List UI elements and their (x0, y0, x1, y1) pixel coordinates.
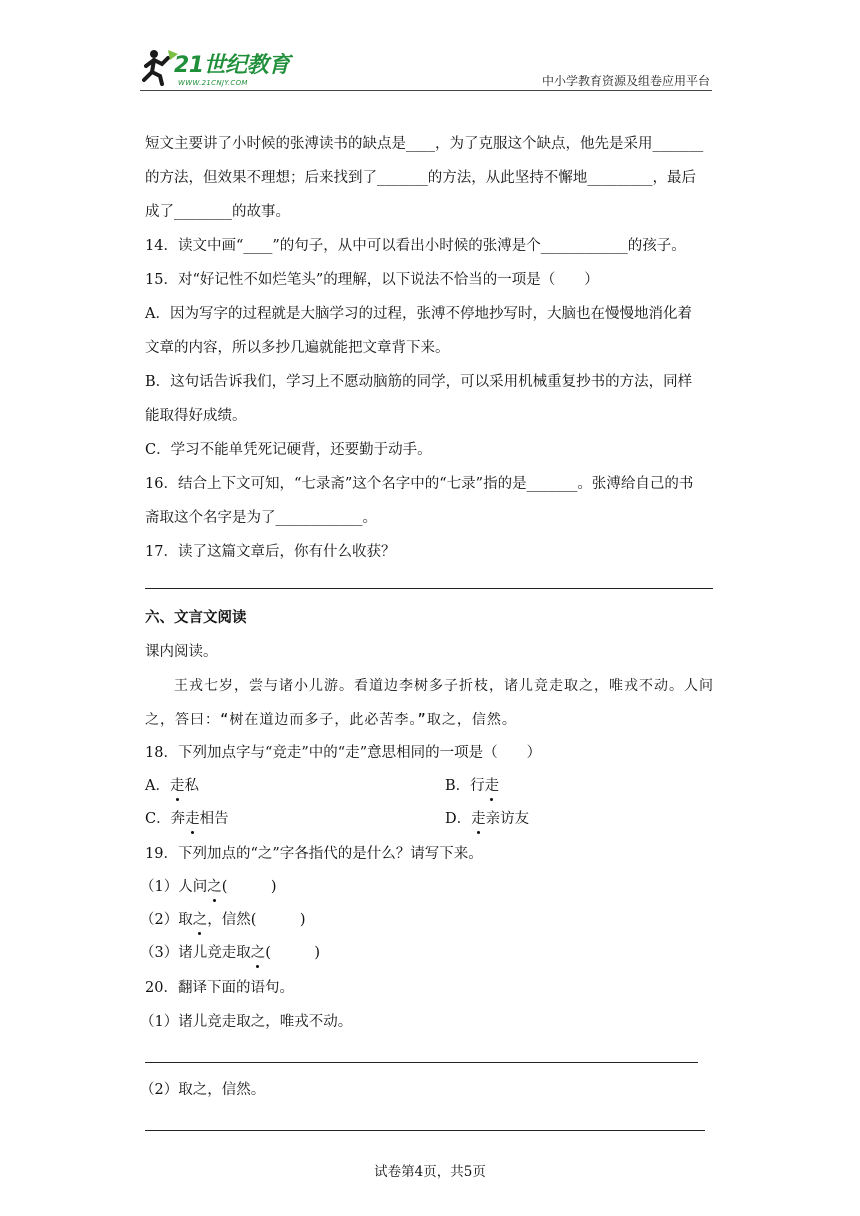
question-15: 15．对“好记性不如烂笔头”的理解，以下说法不恰当的一项是（ ） (145, 272, 599, 288)
option-15a-cont: 文章的内容，所以多抄几遍就能把文章背下来。 (145, 340, 450, 356)
logo-text: 21世纪教育 (174, 53, 290, 78)
dotted-char: 之 (250, 945, 266, 961)
item-prefix: （1）人问 (140, 879, 208, 895)
page-footer: 试卷第4页，共5页 (374, 1164, 486, 1180)
question-16: 16．结合上下文可知，“七录斋”这个名字中的“七录”指的是_______。张溥给自己的书 (145, 476, 694, 492)
question-14: 14．读文中画“____”的句子，从中可以看出小时候的张溥是个____________的孩子。 (145, 238, 686, 254)
option-18c (145, 809, 229, 829)
option-15b-cont: 能取得好成绩。 (145, 408, 247, 424)
logo-url: WWW.21CNJY.COM (178, 79, 248, 87)
answer-blank[interactable]: ，信然( ) (207, 912, 306, 928)
question-16-cont: 斋取这个名字是为了____________。 (145, 510, 377, 526)
dotted-char: 走 (484, 778, 500, 794)
option-18d (445, 809, 529, 829)
option-rest: 相告 (199, 811, 229, 827)
answer-blank[interactable]: ( ) (221, 879, 277, 895)
option-15c: C．学习不能单凭死记硬背，还要勤于动手。 (145, 442, 432, 458)
dotted-char: 之 (207, 879, 222, 895)
dotted-char: 走 (169, 778, 185, 794)
question-17: 17．读了这篇文章后，你有什么收获？ (145, 544, 396, 560)
section-title-6: 六、文言文阅读 (145, 609, 247, 626)
answer-line-17[interactable] (145, 588, 713, 589)
answer-blank[interactable]: ( ) (265, 945, 321, 961)
option-prefix: A． (145, 778, 170, 794)
dotted-char: 之 (192, 912, 208, 928)
option-15b: B．这句话告诉我们，学习上不愿动脑筋的同学，可以采用机械重复抄书的方法，同样 (145, 374, 693, 390)
question-18: 18．下列加点字与“竞走”中的“走”意思相同的一项是（ ） (145, 745, 542, 761)
platform-name: 中小学教育资源及组卷应用平台 (541, 74, 710, 88)
item-prefix: （2）取 (140, 912, 193, 928)
intro-text: 课内阅读。 (145, 644, 218, 660)
option-rest: 私 (184, 778, 199, 794)
question-19-3 (140, 943, 320, 963)
option-15a: A．因为写字的过程就是大脑学习的过程，张溥不停地抄写时，大脑也在慢慢地消化着 (145, 306, 692, 322)
text-line: 成了________的故事。 (145, 204, 290, 220)
question-20-2: （2）取之，信然。 (140, 1082, 266, 1098)
answer-line-20-1[interactable] (145, 1062, 698, 1063)
answer-line-20-2[interactable] (145, 1130, 705, 1131)
logo (140, 46, 310, 88)
text-line: 的方法，但效果不理想；后来找到了_______的方法，从此坚持不懈地_________，最后 (145, 170, 696, 186)
dotted-char: 走 (185, 811, 200, 827)
question-19: 19．下列加点的“之”字各指代的是什么？请写下来。 (145, 846, 483, 862)
option-prefix: C．奔 (145, 811, 186, 827)
page-header (140, 44, 712, 91)
option-prefix: D． (445, 811, 472, 827)
text-line: 短文主要讲了小时候的张溥读书的缺点是____，为了克服这个缺点，他先是采用_______ (145, 136, 704, 152)
item-prefix: （3）诸儿竞走取 (140, 945, 251, 961)
option-rest: 亲访友 (485, 811, 530, 827)
option-18b (445, 776, 499, 796)
dotted-char: 走 (471, 811, 486, 827)
question-20: 20．翻译下面的语句。 (145, 980, 294, 996)
question-19-1 (140, 877, 277, 897)
classical-text-cont: 之，答曰：“树在道边而多子，此必苦李。”取之，信然。 (145, 712, 517, 728)
option-prefix: B．行 (445, 778, 485, 794)
option-18a (145, 776, 199, 796)
question-20-1: （1）诸儿竞走取之，唯戎不动。 (140, 1014, 353, 1030)
classical-text: 王戎七岁，尝与诸小儿游。看道边李树多子折枝，诸儿竞走取之，唯戎不动。人问 (174, 678, 714, 694)
question-19-2 (140, 910, 306, 930)
